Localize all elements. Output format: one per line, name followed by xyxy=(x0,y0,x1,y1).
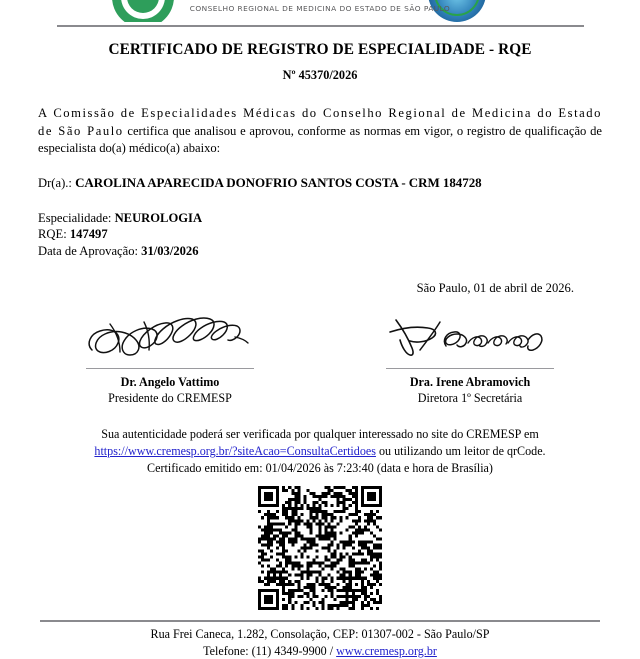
certificate-number: Nº 45370/2026 xyxy=(282,68,358,82)
signature-name-president: Dr. Angelo Vattimo xyxy=(120,375,220,390)
signature-rule-president xyxy=(86,368,254,369)
signature-column-secretary xyxy=(320,310,620,406)
rqe-label: RQE: xyxy=(38,227,70,242)
place-and-date: São Paulo, 01 de abril de 2026. xyxy=(416,281,574,296)
verification-text xyxy=(0,426,640,477)
intro-paragraph xyxy=(38,105,602,158)
footer-contact xyxy=(0,643,640,659)
organization-name: CONSELHO REGIONAL DE MEDICINA DO ESTADO DE SÃO PAULO xyxy=(189,4,451,13)
document-body xyxy=(38,105,602,296)
doctor-line xyxy=(38,175,602,191)
signature-rule-secretary xyxy=(386,368,554,369)
registration-details xyxy=(38,210,602,260)
intro-text-part2: certifica que analisou e aprovou, conforme as normas em vigor, o registro de qualificação de especialista do(a) médico(a) abaixo: xyxy=(38,123,602,155)
specialty-value: NEUROLOGIA xyxy=(114,210,203,225)
rqe-value: 147497 xyxy=(69,227,108,242)
verification-line-2-suffix: ou utilizando um leitor de qrCode. xyxy=(375,444,546,459)
signature-role-president: Presidente do CREMESP xyxy=(108,391,232,406)
doctor-name: CAROLINA APARECIDA DONOFRIO SANTOS COSTA - CRM 184728 xyxy=(75,174,482,190)
signature-irene-abramovich xyxy=(320,310,620,368)
page-title: CERTIFICADO DE REGISTRO DE ESPECIALIDADE - RQE xyxy=(108,41,532,58)
issued-datetime: Certificado emitido em: 01/04/2026 às 7:23:40 (data e hora de Brasília) xyxy=(147,461,493,476)
signature-angelo-vattimo xyxy=(20,310,320,368)
verification-qr-code[interactable] xyxy=(258,486,382,610)
footer-website-link[interactable]: www.cremesp.org.br xyxy=(336,643,437,658)
rqe-row xyxy=(38,226,602,243)
header-divider xyxy=(57,25,584,27)
footer-divider xyxy=(40,620,600,622)
verification-line-2 xyxy=(0,443,640,460)
signature-role-secretary: Diretora 1º Secretária xyxy=(417,391,523,406)
signature-block xyxy=(0,310,640,406)
document-header xyxy=(0,0,640,22)
doctor-label: Dr(a).: xyxy=(38,175,76,190)
approval-date-label: Data de Aprovação: xyxy=(38,243,142,258)
document-footer xyxy=(0,626,640,659)
intro-text-part1: A Comissão de Especialidades Médicas do Conselho Regional de Medicina do Estado de São Paulo xyxy=(38,106,602,138)
footer-address: Rua Frei Caneca, 1.282, Consolação, CEP: 01307-002 - São Paulo/SP xyxy=(150,627,490,642)
specialty-label: Especialidade: xyxy=(38,210,115,225)
signature-name-secretary: Dra. Irene Abramovich xyxy=(409,375,531,390)
qr-code-container xyxy=(0,486,640,610)
specialty-row xyxy=(38,210,602,227)
signature-column-president xyxy=(20,310,320,406)
approval-date-row xyxy=(38,243,602,260)
verification-line-1: Sua autenticidade poderá ser verificada por qualquer interessado no site do CREMESP em xyxy=(101,427,539,442)
footer-phone: Telefone: (11) 4349-9900 / xyxy=(203,643,337,658)
verification-url-link[interactable]: https://www.cremesp.org.br/?siteAcao=ConsultaCertidoes xyxy=(94,444,376,459)
approval-date-value: 31/03/2026 xyxy=(141,243,199,258)
